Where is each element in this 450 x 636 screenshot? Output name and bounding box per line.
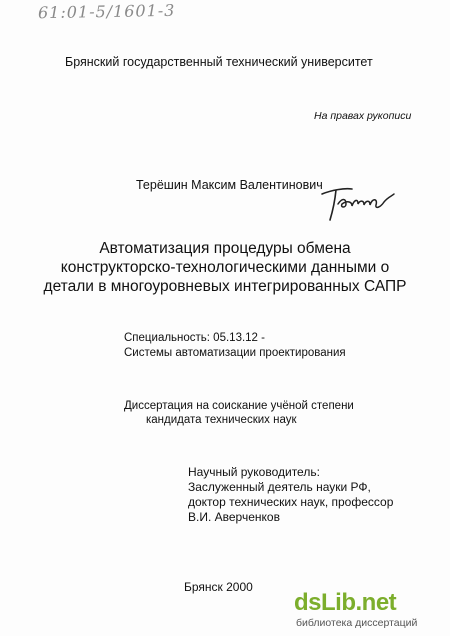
degree-line-2: кандидата технических наук — [146, 414, 297, 426]
title-line-1: Автоматизация процедуры обмена — [99, 240, 351, 257]
author-name: Терёшин Максим Валентинович — [136, 178, 323, 192]
specialty-name: Системы автоматизации проектирования — [124, 347, 346, 359]
advisor-block — [188, 465, 393, 525]
title-line-3: детали в многоуровневых интегрированных САПР — [43, 278, 407, 295]
city-year: Брянск 2000 — [184, 580, 253, 594]
title-line-2: конструкторско-технологическими данными о — [60, 259, 390, 276]
watermark-caption: библиотека диссертаций — [296, 617, 418, 629]
manuscript-rights-note: На правах рукописи — [314, 110, 412, 122]
university-name: Брянский государственный технический университет — [65, 55, 373, 69]
specialty-code: Специальность: 05.13.12 - — [124, 332, 265, 344]
degree-line-1: Диссертация на соискание учёной степени — [124, 400, 354, 412]
dslib-watermark[interactable] — [294, 589, 446, 633]
advisor-name: В.И. Аверченков — [188, 510, 280, 524]
advisor-title-1: Заслуженный деятель науки РФ, — [188, 480, 371, 494]
degree-block — [124, 399, 354, 427]
advisor-title-2: доктор технических наук, профессор — [188, 495, 394, 509]
dissertation-title — [0, 239, 450, 296]
author-signature — [318, 180, 396, 222]
archive-stamp-handwritten: 61:01-5/1601-3 — [37, 0, 176, 23]
advisor-heading: Научный руководитель: — [188, 465, 320, 479]
specialty-block — [124, 331, 346, 361]
watermark-logo: dsLib.net — [294, 589, 397, 616]
